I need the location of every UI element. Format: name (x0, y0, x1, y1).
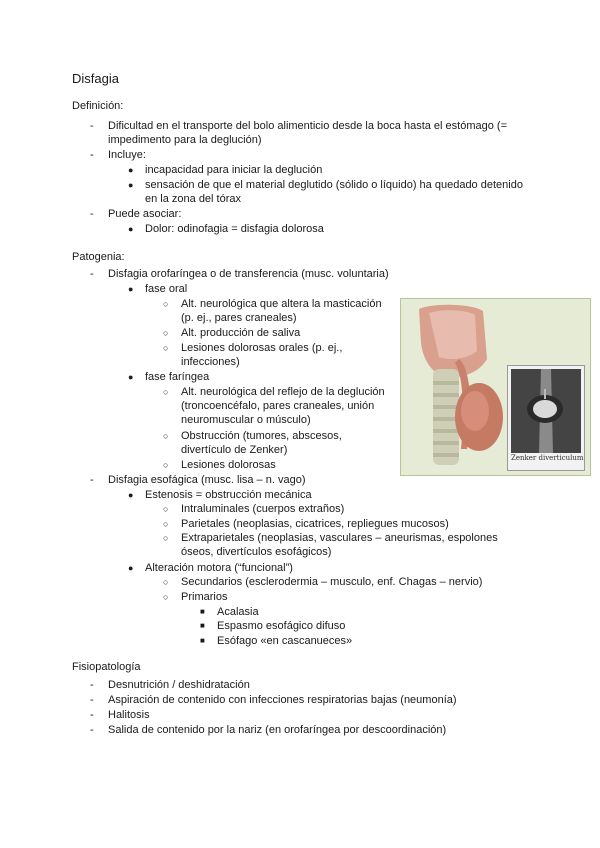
incluye-sub-2-line1: sensación de que el material deglutido (sólido o líquido) ha quedado detenido (145, 179, 523, 191)
primarios: Primarios (181, 591, 228, 603)
dash-marker: - (90, 709, 94, 721)
primarios-1: Acalasia (217, 606, 259, 618)
bullet-marker: ● (128, 165, 134, 175)
fisio-item-4: Salida de contenido por la nariz (en orofaríngea por descoordinación) (108, 724, 447, 736)
far-1-line3: neuromuscular o músculo) (181, 414, 311, 426)
xray-image (511, 369, 581, 453)
zenker-diverticulum-figure (400, 298, 591, 476)
disfagia-esofagica: Disfagia esofágica (musc. lisa – n. vago) (108, 474, 306, 486)
bullet-marker: ● (128, 180, 134, 190)
circle-marker: ○ (163, 504, 169, 514)
fase-oral: fase oral (145, 283, 188, 295)
definicion-heading: Definición: (72, 100, 124, 112)
far-3: Lesiones dolorosas (181, 459, 276, 471)
primarios-2: Espasmo esofágico difuso (217, 620, 346, 632)
dash-marker: - (90, 208, 94, 220)
fisiopatologia-heading: Fisiopatología (72, 661, 141, 673)
definicion-item-1-line1: Dificultad en el transporte del bolo alimenticio desde la boca hasta el estómago (= (108, 120, 507, 132)
circle-marker: ○ (163, 592, 169, 602)
patogenia-heading: Patogenia: (72, 251, 125, 263)
fisio-item-1: Desnutrición / deshidratación (108, 679, 250, 691)
dash-marker: - (90, 694, 94, 706)
bullet-marker: ● (128, 224, 134, 234)
disfagia-orofaringea: Disfagia orofaríngea o de transferencia (musc. voluntaria) (108, 268, 389, 280)
xray-inset (507, 365, 585, 471)
circle-marker: ○ (163, 460, 169, 470)
dash-marker: - (90, 679, 94, 691)
bullet-marker: ● (128, 372, 134, 382)
far-2-line2: divertículo de Zenker) (181, 444, 288, 456)
fisio-item-3: Halitosis (108, 709, 150, 721)
estenosis-3-line2: óseos, divertículos esofágicos) (181, 546, 332, 558)
estenosis: Estenosis = obstrucción mecánica (145, 489, 312, 501)
dash-marker: - (90, 268, 94, 280)
far-2-line1: Obstrucción (tumores, abscesos, (181, 430, 342, 442)
definicion-item-1-line2: impedimento para la deglución) (108, 134, 262, 146)
dash-marker: - (90, 120, 94, 132)
incluye-sub-1: incapacidad para iniciar la deglución (145, 164, 323, 176)
circle-marker: ○ (163, 343, 169, 353)
dash-marker: - (90, 724, 94, 736)
circle-marker: ○ (163, 431, 169, 441)
bullet-marker: ● (128, 563, 134, 573)
alteracion-motora: Alteración motora (“funcional”) (145, 562, 293, 574)
dash-marker: - (90, 149, 94, 161)
circle-marker: ○ (163, 328, 169, 338)
xray-caption: Zenker diverticulum (511, 454, 584, 462)
circle-marker: ○ (163, 577, 169, 587)
square-marker: ■ (200, 607, 205, 616)
fase-faringea: fase faríngea (145, 371, 210, 383)
definicion-item-2: Incluye: (108, 149, 146, 161)
far-1-line2: (troncoencéfalo, pares craneales, unión (181, 400, 375, 412)
estenosis-1: Intraluminales (cuerpos extraños) (181, 503, 345, 515)
bullet-marker: ● (128, 490, 134, 500)
asociar-sub-1: Dolor: odinofagia = disfagia dolorosa (145, 223, 324, 235)
oral-3-line1: Lesiones dolorosas orales (p. ej., (181, 342, 343, 354)
circle-marker: ○ (163, 519, 169, 529)
fisio-item-2: Aspiración de contenido con infecciones respiratorias bajas (neumonía) (108, 694, 457, 706)
far-1-line1: Alt. neurológica del reflejo de la deglución (181, 386, 385, 398)
oral-2: Alt. producción de saliva (181, 327, 301, 339)
oral-1-line2: (p. ej., pares craneales) (181, 312, 297, 324)
definicion-item-3: Puede asociar: (108, 208, 182, 220)
secundarios: Secundarios (esclerodermia – musculo, enf. Chagas – nervio) (181, 576, 483, 588)
page-title: Disfagia (72, 71, 119, 86)
square-marker: ■ (200, 636, 205, 645)
estenosis-3-line1: Extraparietales (neoplasias, vasculares – aneurismas, espolones (181, 532, 498, 544)
circle-marker: ○ (163, 299, 169, 309)
oral-1-line1: Alt. neurológica que altera la masticación (181, 298, 382, 310)
oral-3-line2: infecciones) (181, 356, 240, 368)
incluye-sub-2-line2: en la zona del tórax (145, 193, 242, 205)
dash-marker: - (90, 474, 94, 486)
estenosis-2: Parietales (neoplasias, cicatrices, repliegues mucosos) (181, 518, 449, 530)
circle-marker: ○ (163, 533, 169, 543)
square-marker: ■ (200, 621, 205, 630)
circle-marker: ○ (163, 387, 169, 397)
bullet-marker: ● (128, 284, 134, 294)
primarios-3: Esófago «en cascanueces» (217, 635, 353, 647)
